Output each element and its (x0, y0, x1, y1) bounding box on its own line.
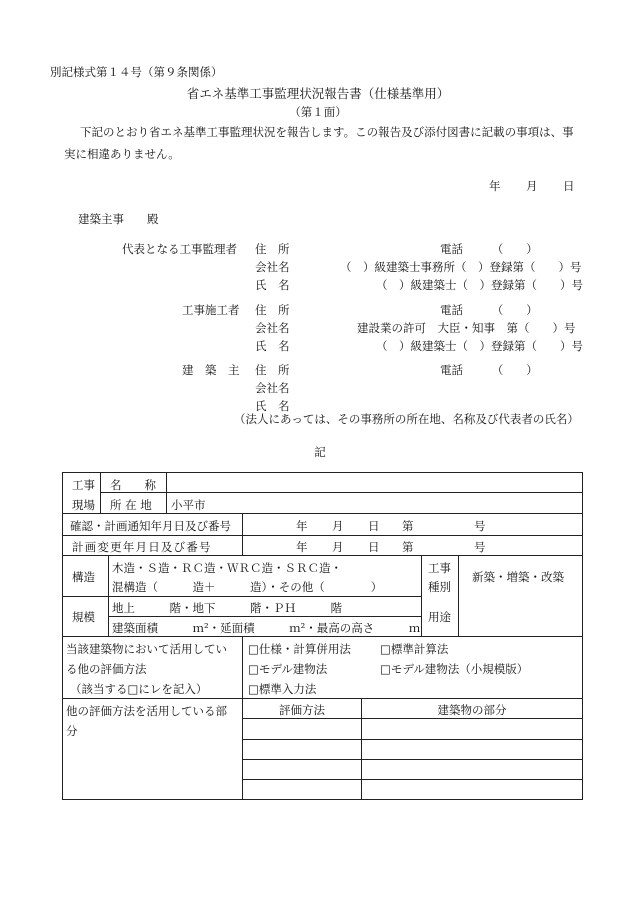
supervisor-address-label: 住 所 (255, 242, 290, 256)
option-model-building[interactable]: □モデル建物法 (248, 662, 328, 676)
date-month: 月 (526, 179, 538, 193)
henko-year: 年 (296, 540, 308, 554)
contractor-architect-reg: （ ）級建築士（ ）登録第（ ）号 (376, 339, 583, 353)
bubun-label-2: 分 (66, 724, 78, 738)
hyoka-label-3: （該当する□にレを記入） (70, 682, 208, 696)
bubun-label-1: 他の評価方法を活用している部 (66, 704, 227, 718)
kakunin-year: 年 (296, 519, 308, 533)
supervisor-company-label: 会社名 (255, 260, 290, 274)
intro-line-2: 実に相違ありません。 (64, 147, 180, 161)
henko-dai: 第 (402, 540, 414, 554)
page-title: 省エネ基準工事監理状況報告書（仕様基準用） (186, 86, 450, 101)
owner-address-label: 住 所 (255, 363, 290, 377)
koji-shubetsu-2: 種別 (428, 580, 451, 594)
owner-note: （法人にあっては、その事務所の所在地、名称及び代表者の氏名） (234, 412, 579, 426)
option-spec-calc[interactable]: □仕様・計算併用法 (248, 642, 351, 656)
henko-month: 月 (332, 540, 344, 554)
henko-day: 日 (368, 540, 380, 554)
shozaichi-value: 小平市 (171, 498, 206, 512)
option-standard-input[interactable]: □標準入力法 (248, 682, 317, 696)
supervisor-office-reg: （ ）級建築士事務所（ ）登録第（ ）号 (340, 260, 582, 274)
date-year: 年 (489, 179, 501, 193)
kakunin-dai: 第 (402, 519, 414, 533)
kakunin-day: 日 (368, 519, 380, 533)
kozo-line-1: 木造・Ｓ造・ＲＣ造・ＷＲＣ造・ＳＲＣ造・ (112, 561, 342, 575)
owner-company-label: 会社名 (255, 381, 290, 395)
henko-go: 号 (474, 540, 486, 554)
hyoka-label-2: る他の評価方法 (66, 662, 147, 676)
option-standard-calc[interactable]: □標準計算法 (380, 642, 449, 656)
contractor-name-label: 氏 名 (255, 339, 290, 353)
kibo-label: 規模 (72, 610, 95, 624)
supervisor-name-label: 氏 名 (255, 278, 290, 292)
koji-label: 工事 (72, 478, 95, 492)
contractor-company-label: 会社名 (255, 321, 290, 335)
genba-label: 現場 (72, 498, 95, 512)
page-label: （第１面） (289, 105, 347, 119)
yoto-label: 用途 (428, 610, 451, 624)
hyoka-label-1: 当該建築物において活用してい (66, 642, 227, 656)
contractor-address-label: 住 所 (255, 303, 290, 317)
kozo-line-2: 混構造（ 造＋ 造）・その他（ ） (112, 580, 383, 594)
supervisor-phone: 電話 （ ） (440, 242, 538, 256)
koji-shubetsu-1: 工事 (428, 561, 451, 575)
owner-phone: 電話 （ ） (440, 363, 538, 377)
kakunin-month: 月 (332, 519, 344, 533)
meisho-label: 名 称 (110, 478, 156, 492)
kakunin-label: 確認・計画通知年月日及び番号 (70, 519, 231, 533)
ki-label: 記 (314, 445, 326, 459)
option-model-building-small[interactable]: □モデル建物法（小規模版） (380, 662, 529, 676)
owner-role: 建 築 主 (182, 363, 240, 377)
contractor-license: 建設業の許可 大臣・知事 第（ ）号 (357, 321, 576, 335)
owner-name-label: 氏 名 (255, 399, 290, 413)
shozaichi-label: 所 在 地 (110, 498, 152, 512)
contractor-phone: 電話 （ ） (440, 303, 538, 317)
kozo-label: 構造 (72, 570, 95, 584)
henko-label: 計画変更年月日及び番号 (72, 540, 212, 554)
kibo-line-2: 建築面積 ｍ²・延面積 ｍ²・最高の高さ ｍ (112, 621, 421, 635)
koji-shubetsu-value: 新築・増築・改築 (472, 570, 564, 584)
contractor-role: 工事施工者 (182, 303, 240, 317)
date-day: 日 (563, 179, 575, 193)
col-part-header: 建築物の部分 (437, 703, 507, 717)
col-method-header: 評価方法 (279, 703, 325, 717)
intro-line-1: 下記のとおり省エネ基準工事監理状況を報告します。この報告及び添付図書に記載の事項は、事 (80, 125, 574, 139)
kibo-line-1: 地上 階・地下 階・ＰＨ 階 (112, 601, 342, 615)
supervisor-role: 代表となる工事監理者 (122, 242, 237, 256)
kakunin-go: 号 (474, 519, 486, 533)
form-id: 別記様式第１４号（第９条関係） (50, 65, 223, 79)
supervisor-architect-reg: （ ）級建築士（ ）登録第（ ）号 (376, 278, 583, 292)
addressee: 建築主事 殿 (78, 212, 159, 226)
